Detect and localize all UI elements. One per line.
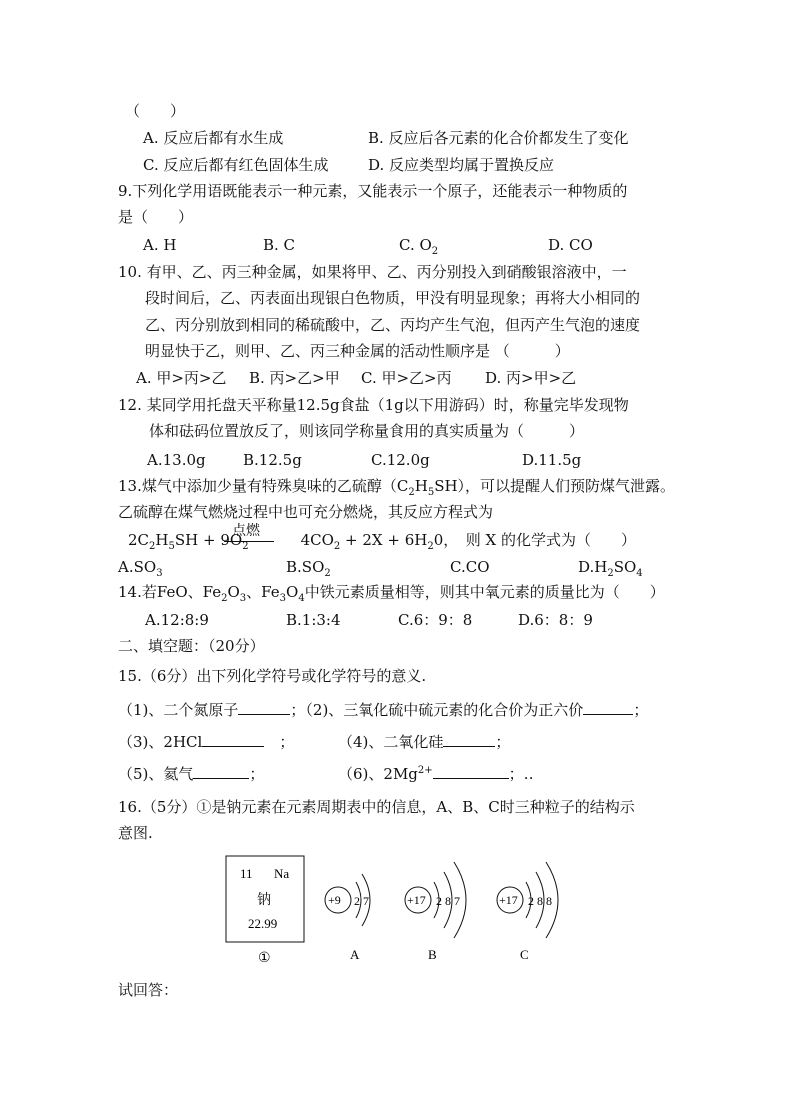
- section-heading-fill-in: 二、填空题：（20分）: [118, 637, 265, 655]
- q10-stem-line4: 明显快于乙，则甲、乙、丙三种金属的活动性顺序是 （ ）: [145, 342, 570, 360]
- q10-stem-line1: 10. 有甲、乙、丙三种金属，如果将甲、乙、丙分别投入到硝酸银溶液中，一: [118, 263, 627, 281]
- q10-option-a: A. 甲>丙>乙: [136, 369, 227, 387]
- q15-item-1: （1)、二个氮原子 ；（2)、三氧化硫中硫元素的化合价为正六价 ；: [118, 701, 649, 719]
- particle-b-diagram: [405, 862, 466, 962]
- q10-option-b: B. 丙>乙>甲: [249, 369, 340, 387]
- q12-option-b: B.12.5g: [243, 451, 302, 469]
- q13-reaction-condition: 点燃: [232, 523, 260, 539]
- q9-option-a: A. H: [143, 236, 177, 254]
- sodium-name: 钠: [257, 893, 271, 908]
- q9-stem-line2: 是（ ）: [118, 208, 194, 226]
- sodium-symbol: Na: [274, 866, 290, 881]
- q12-stem-line2: 体和砝码位置放反了，则该同学称量食用的真实质量为（ ）: [149, 422, 585, 440]
- q15-blank-2[interactable]: [583, 700, 633, 715]
- particle-b-electrons: 2 8 7: [436, 894, 460, 908]
- q15-stem: 15.（6分）出下列化学符号或化学符号的意义.: [118, 667, 427, 685]
- q9-option-b: B. C: [263, 236, 296, 254]
- particle-c-nucleus: +17: [499, 893, 518, 907]
- q13-option-c: C.CO: [450, 558, 490, 576]
- q16-figure: [220, 848, 600, 972]
- q13-stem-line2: 乙硫醇在煤气燃烧过程中也可充分燃烧，其反应方程式为: [118, 503, 494, 521]
- q14-option-c: C.6：9：8: [398, 611, 473, 629]
- q13-option-d: $D.H_2SO_4$: [578, 558, 643, 579]
- q8-option-a: A. 反应后都有水生成: [143, 129, 284, 147]
- q12-stem-line1: 12. 某同学用托盘天平称量12.5g食盐（1g以下用游码）时，称量完毕发现物: [118, 396, 629, 414]
- label-circle-1: ①: [258, 951, 271, 966]
- q10-stem-line3: 乙、丙分别放到相同的稀硫酸中，乙、丙均产生气泡，但丙产生气泡的速度: [145, 316, 641, 334]
- q15-item-3: （3)、2HCl ；: [118, 733, 295, 751]
- q15-item-6: （6)、$2Mg^{2+}$ ；‥: [338, 765, 534, 783]
- q10-option-c: C. 甲>乙>丙: [361, 369, 452, 387]
- q16-stem-line2: 意图.: [118, 824, 153, 842]
- q8-option-c: C. 反应后都有红色固体生成: [143, 156, 329, 174]
- q16-answer-prompt: 试回答：: [118, 981, 179, 999]
- q14-stem: 14.若FeO、$Fe_2O_3$、$Fe_3O_4$中铁元素质量相等，则其中氧元素的质量比为（ ）: [118, 583, 665, 604]
- q8-option-b: B. 反应后各元素的化合价都发生了变化: [368, 129, 629, 147]
- q12-option-d: D.11.5g: [522, 451, 582, 469]
- q8-answer-paren: （ ）: [125, 102, 186, 120]
- q15-blank-1[interactable]: [238, 700, 290, 715]
- sodium-atomic-mass: 22.99: [248, 916, 278, 931]
- particle-b-label: B: [428, 947, 437, 962]
- q13-option-a: $A.SO_3$: [118, 558, 163, 579]
- particle-b-nucleus: +17: [407, 893, 426, 907]
- q9-option-d: D. CO: [548, 236, 593, 254]
- q15-item-5: （5)、氦气 ；: [118, 765, 265, 783]
- q16-stem-line1: 16.（5分）①是钠元素在元素周期表中的信息，A、B、C时三种粒子的结构示: [118, 798, 635, 816]
- q8-option-d: D. 反应类型均属于置换反应: [368, 156, 555, 174]
- q13-option-b: $B.SO_2$: [286, 558, 331, 579]
- q14-option-a: A.12:8:9: [145, 611, 209, 629]
- q15-blank-3[interactable]: [202, 732, 264, 747]
- sodium-atomic-number: 11: [240, 866, 253, 881]
- q9-option-c: C. $O_2$: [399, 236, 439, 257]
- sodium-element-card: [226, 856, 304, 966]
- particle-c-label: C: [520, 947, 529, 962]
- q12-option-c: C.12.0g: [371, 451, 430, 469]
- q14-option-d: D.6：8：9: [518, 611, 593, 629]
- q12-option-a: A.13.0g: [147, 451, 206, 469]
- particle-a-diagram: [325, 874, 370, 962]
- particle-a-nucleus: +9: [328, 893, 341, 907]
- particle-c-diagram: [497, 862, 558, 962]
- particle-c-electrons: 2 8 8: [528, 894, 552, 908]
- q15-blank-5[interactable]: [193, 764, 249, 779]
- q15-blank-6[interactable]: [433, 768, 509, 779]
- q15-item-4: （4)、二氧化硅 ；: [338, 733, 511, 751]
- q13-equation: $2C_2H_5SH + 9O_2$ $4CO_2 + 2X + 6H_20$， 则 X 的化学式为（ ）: [128, 531, 636, 552]
- q10-option-d: D. 丙>甲>乙: [485, 369, 577, 387]
- particle-a-electrons: 2 7: [354, 894, 369, 908]
- particle-a-label: A: [350, 947, 360, 962]
- q9-stem-line1: 9.下列化学用语既能表示一种元素，又能表示一个原子，还能表示一种物质的: [118, 182, 628, 200]
- q14-option-b: B.1:3:4: [286, 611, 341, 629]
- q10-stem-line2: 段时间后，乙、丙表面出现银白色物质，甲没有明显现象；再将大小相同的: [145, 289, 641, 307]
- q15-blank-4[interactable]: [443, 732, 495, 747]
- q13-stem-line1: 13.煤气中添加少量有特殊臭味的乙硫醇$(C_2H_5SH)$，可以提醒人们预防煤气泄露。: [118, 477, 676, 498]
